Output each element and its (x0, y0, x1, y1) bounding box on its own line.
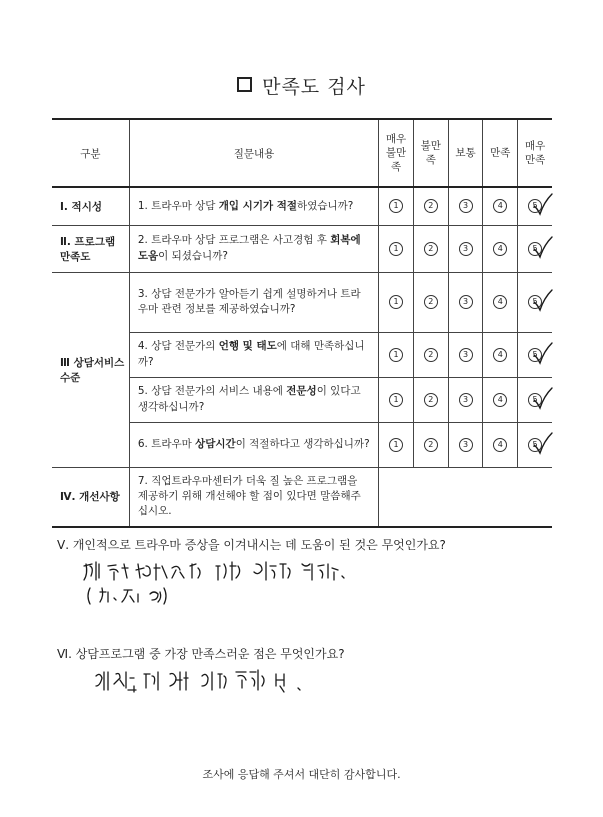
rating-number: 2 (424, 242, 438, 256)
rating-number: 1 (389, 438, 403, 452)
rating-option-4[interactable] (483, 422, 518, 467)
rating-option-5[interactable] (518, 422, 552, 467)
rating-option-5[interactable] (518, 377, 552, 422)
rating-option-2[interactable] (413, 225, 448, 272)
rating-number: 2 (424, 438, 438, 452)
row-category: Ⅰ. 적시성 (52, 187, 129, 225)
rating-option-1[interactable] (379, 187, 414, 225)
row-question: 2. 트라우마 상담 프로그램은 사고경험 후 회복에 도움이 되셨습니까? (129, 225, 378, 272)
rating-option-1[interactable] (379, 422, 414, 467)
rating-number: 4 (493, 242, 507, 256)
rating-number: 4 (493, 393, 507, 407)
rating-number: 1 (389, 199, 403, 213)
rating-option-3[interactable] (448, 377, 483, 422)
rating-option-2[interactable] (413, 377, 448, 422)
rating-number: 1 (389, 242, 403, 256)
table-row (52, 225, 552, 272)
footer-thanks: 조사에 응답해 주셔서 대단히 감사합니다. (202, 768, 401, 781)
rating-number: 4 (493, 348, 507, 362)
rating-number: 3 (459, 242, 473, 256)
page-title-text: 만족도 검사 (262, 76, 366, 98)
rating-option-5[interactable] (518, 272, 552, 332)
rating-option-3[interactable] (448, 422, 483, 467)
section6-question: Ⅵ. 상담프로그램 중 가장 만족스러운 점은 무엇인가요? (57, 647, 345, 661)
rating-number: 2 (424, 295, 438, 309)
rating-number: 1 (389, 393, 403, 407)
rating-number: 5 (528, 295, 542, 309)
rating-number: 3 (459, 438, 473, 452)
header-option-5: 매우 만족 (518, 119, 552, 187)
rating-option-3[interactable] (448, 272, 483, 332)
page-title (0, 72, 603, 99)
rating-number: 3 (459, 199, 473, 213)
row-question: 1. 트라우마 상담 개입 시기가 적절하였습니까? (129, 187, 378, 225)
improvement-answer-cell[interactable] (379, 467, 552, 527)
header-option-4: 만족 (483, 119, 518, 187)
rating-number: 4 (493, 438, 507, 452)
handwritten-answer-5 (80, 558, 410, 610)
rating-option-2[interactable] (413, 272, 448, 332)
rating-number: 5 (528, 242, 542, 256)
rating-option-2[interactable] (413, 422, 448, 467)
rating-number: 2 (424, 348, 438, 362)
table-row (52, 272, 552, 332)
rating-number: 5 (528, 393, 542, 407)
rating-number: 4 (493, 295, 507, 309)
rating-number: 1 (389, 295, 403, 309)
rating-option-2[interactable] (413, 332, 448, 377)
rating-option-3[interactable] (448, 332, 483, 377)
table-row (52, 187, 552, 225)
rating-number: 5 (528, 199, 542, 213)
row-question: 4. 상담 전문가의 언행 및 태도에 대해 만족하십니까? (129, 332, 378, 377)
rating-number: 3 (459, 348, 473, 362)
row-question: 7. 직업트라우마센터가 더욱 질 높은 프로그램을 제공하기 위해 개선해야 할 점이 있다면 말씀해주십시오. (129, 467, 378, 527)
header-option-2: 불만 족 (413, 119, 448, 187)
rating-option-1[interactable] (379, 225, 414, 272)
rating-option-4[interactable] (483, 187, 518, 225)
rating-option-5[interactable] (518, 187, 552, 225)
satisfaction-table (52, 118, 552, 528)
rating-number: 5 (528, 438, 542, 452)
rating-option-4[interactable] (483, 272, 518, 332)
row-question: 3. 상담 전문가가 알아듣기 쉽게 설명하거나 트라우마 관련 정보를 제공하였습니까? (129, 272, 378, 332)
rating-option-5[interactable] (518, 332, 552, 377)
rating-number: 1 (389, 348, 403, 362)
rating-option-4[interactable] (483, 225, 518, 272)
rating-option-1[interactable] (379, 332, 414, 377)
header-option-1: 매우 불만 족 (379, 119, 414, 187)
rating-option-1[interactable] (379, 272, 414, 332)
header-option-3: 보통 (448, 119, 483, 187)
header-category: 구분 (52, 119, 129, 187)
rating-number: 3 (459, 393, 473, 407)
row-category: Ⅲ 상담서비스 수준 (52, 272, 129, 467)
rating-number: 4 (493, 199, 507, 213)
checkbox-square-icon (237, 77, 252, 92)
rating-number: 2 (424, 199, 438, 213)
rating-number: 2 (424, 393, 438, 407)
section5-question: Ⅴ. 개인적으로 트라우마 증상을 이겨내시는 데 도움이 된 것은 무엇인가요? (57, 538, 446, 552)
rating-option-5[interactable] (518, 225, 552, 272)
header-row (52, 119, 552, 187)
row-category: Ⅱ. 프로그램 만족도 (52, 225, 129, 272)
rating-option-4[interactable] (483, 377, 518, 422)
rating-number: 3 (459, 295, 473, 309)
rating-option-2[interactable] (413, 187, 448, 225)
row-question: 5. 상담 전문가의 서비스 내용에 전문성이 있다고 생각하십니까? (129, 377, 378, 422)
row-category: Ⅳ. 개선사항 (52, 467, 129, 527)
header-question: 질문내용 (129, 119, 378, 187)
handwritten-answer-6 (92, 666, 322, 700)
rating-option-3[interactable] (448, 187, 483, 225)
rating-number: 5 (528, 348, 542, 362)
table-row (52, 467, 552, 527)
rating-option-3[interactable] (448, 225, 483, 272)
row-question: 6. 트라우마 상담시간이 적절하다고 생각하십니까? (129, 422, 378, 467)
rating-option-1[interactable] (379, 377, 414, 422)
rating-option-4[interactable] (483, 332, 518, 377)
